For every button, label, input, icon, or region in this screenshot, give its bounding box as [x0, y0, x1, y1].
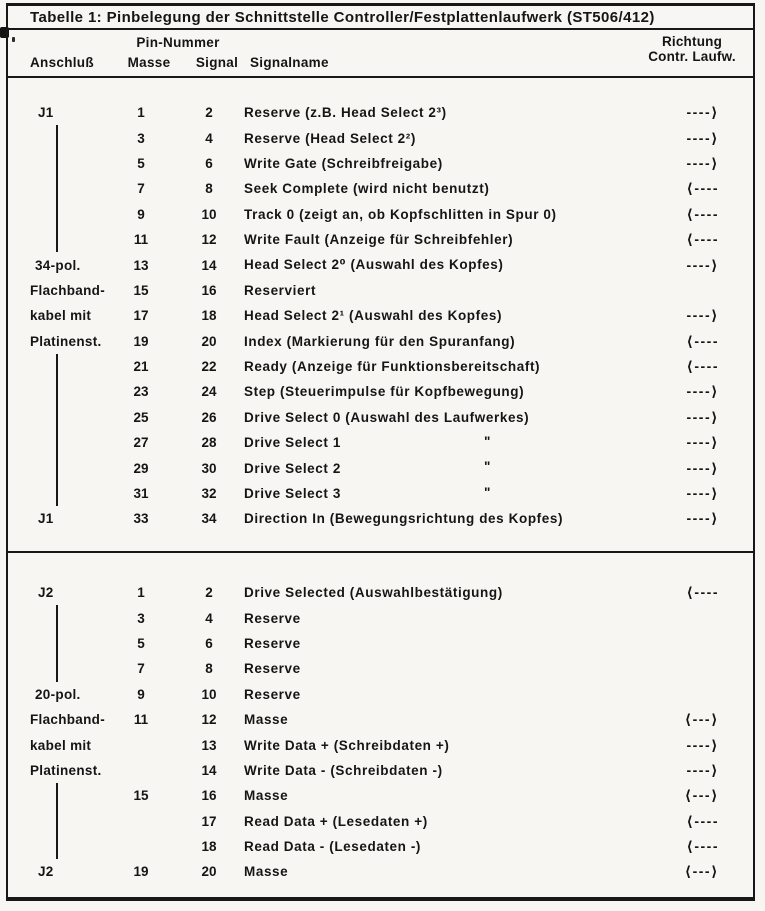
table-row	[8, 859, 753, 884]
direction-arrow: ⟨---⟩	[684, 711, 719, 728]
cell-masse-pin: 31	[133, 486, 149, 502]
direction-arrow	[659, 278, 719, 303]
signal-name: Drive Select 3	[244, 486, 341, 502]
connector-line	[56, 834, 58, 859]
column-header-signal: Signal	[195, 55, 239, 70]
signal-name: Step (Steuerimpulse für Kopfbewegung)	[244, 384, 525, 400]
cell-anschluss: J2	[38, 864, 54, 880]
cell-masse-pin	[108, 834, 174, 859]
cell-signalname	[244, 506, 659, 531]
cell-masse-pin: 11	[133, 232, 149, 248]
cell-anschluss	[30, 227, 108, 252]
column-header-anschluss: Anschluß	[30, 55, 94, 70]
connector-line	[56, 176, 58, 201]
cell-anschluss	[30, 405, 108, 430]
cell-anschluss	[30, 151, 108, 176]
signal-name: Reserviert	[244, 282, 317, 298]
connector-line	[56, 455, 58, 480]
ditto-mark: "	[484, 434, 491, 450]
cell-signal-pin: 14	[201, 257, 217, 273]
table-row	[8, 405, 753, 430]
table-row	[8, 354, 753, 379]
table-row	[8, 732, 753, 757]
cell-signal-pin: 6	[205, 155, 213, 171]
cell-signalname	[244, 809, 659, 834]
direction-arrow: ----⟩	[686, 307, 719, 324]
cell-anschluss: Flachband-	[30, 282, 106, 298]
connector-line	[56, 202, 58, 227]
cell-masse-pin: 3	[137, 610, 145, 626]
cell-anschluss	[30, 176, 108, 201]
cell-anschluss: Platinenst.	[30, 762, 102, 778]
table-row	[8, 303, 753, 328]
cell-signal-pin: 14	[201, 762, 217, 778]
cell-signal-pin: 2	[205, 105, 213, 121]
signal-name: Seek Complete (wird nicht benutzt)	[244, 181, 490, 197]
cell-signal-pin: 16	[201, 282, 217, 298]
table-row	[8, 252, 753, 277]
cell-anschluss	[30, 379, 108, 404]
signal-name: Reserve (z.B. Head Select 2³)	[244, 105, 447, 121]
table-row	[8, 506, 753, 531]
cell-signalname	[244, 151, 659, 176]
table-row	[8, 125, 753, 150]
cell-signalname	[244, 430, 659, 455]
signal-name: Read Data - (Lesedaten -)	[244, 839, 422, 855]
cell-signal-pin: 6	[205, 635, 213, 651]
cell-signalname	[244, 783, 659, 808]
table-header	[8, 30, 753, 78]
cell-masse-pin: 17	[133, 308, 149, 324]
cell-signal-pin: 18	[201, 839, 217, 855]
connector-line	[56, 605, 58, 630]
signal-name: Reserve	[244, 635, 301, 651]
signal-name: Write Data + (Schreibdaten +)	[244, 737, 450, 753]
table-row	[8, 278, 753, 303]
table-row	[8, 455, 753, 480]
cell-masse-pin: 23	[133, 384, 149, 400]
direction-arrow: ⟨----	[686, 180, 719, 197]
direction-arrow: ----⟩	[686, 256, 719, 273]
signal-name: Drive Select 0 (Auswahl des Laufwerkes)	[244, 409, 530, 425]
cell-masse-pin: 11	[133, 712, 149, 728]
cell-signal-pin: 20	[201, 333, 217, 349]
cell-anschluss: 34-pol.	[35, 257, 81, 273]
cell-anschluss	[30, 783, 108, 808]
cell-signalname	[244, 176, 659, 201]
cell-anschluss	[30, 631, 108, 656]
signal-name: Direction In (Bewegungsrichtung des Kopfes)	[244, 511, 564, 527]
signal-name: Reserve (Head Select 2²)	[244, 130, 416, 146]
cell-masse-pin: 33	[133, 511, 149, 527]
direction-arrow: ⟨---⟩	[684, 787, 719, 804]
cell-signal-pin: 4	[205, 610, 213, 626]
direction-arrow: ----⟩	[686, 154, 719, 171]
cell-signal-pin: 10	[201, 206, 217, 222]
cell-signalname	[244, 202, 659, 227]
signal-name: Ready (Anzeige für Funktionsbereitschaft)	[244, 359, 541, 375]
cell-masse-pin	[108, 732, 174, 757]
direction-arrow: ----⟩	[686, 510, 719, 527]
cell-signalname	[244, 707, 659, 732]
cell-anschluss: kabel mit	[30, 737, 92, 753]
column-header-masse: Masse	[127, 55, 171, 70]
cell-signal-pin: 22	[201, 359, 217, 375]
direction-arrow	[659, 682, 719, 707]
direction-arrow: ⟨----	[686, 205, 719, 222]
column-header-pin-nummer: Pin-Nummer	[136, 35, 220, 50]
section-j2	[8, 553, 753, 894]
cell-signal-pin: 13	[201, 737, 217, 753]
cell-signalname	[244, 682, 659, 707]
signal-name: Index (Markierung für den Spuranfang)	[244, 333, 516, 349]
cell-masse-pin: 13	[133, 257, 149, 273]
cell-anschluss	[30, 481, 108, 506]
connector-line	[56, 405, 58, 430]
signal-name: Drive Select 1	[244, 435, 341, 451]
cell-anschluss	[30, 125, 108, 150]
cell-masse-pin: 7	[137, 181, 145, 197]
direction-arrow: ----⟩	[686, 408, 719, 425]
direction-arrow: ⟨----	[686, 231, 719, 248]
signal-name: Head Select 2⁰ (Auswahl des Kopfes)	[244, 257, 504, 273]
direction-arrow: ⟨----	[686, 584, 719, 601]
column-header-signalname: Signalname	[250, 55, 329, 70]
direction-arrow: ----⟩	[686, 129, 719, 146]
cell-anschluss: J2	[38, 585, 54, 601]
cell-anschluss: kabel mit	[30, 308, 92, 324]
table-row	[8, 834, 753, 859]
cell-masse-pin: 9	[137, 686, 145, 702]
cell-signalname	[244, 859, 659, 884]
signal-name: Reserve	[244, 661, 301, 677]
cell-masse-pin	[108, 809, 174, 834]
table-row	[8, 605, 753, 630]
table-row	[8, 329, 753, 354]
cell-signal-pin: 26	[201, 409, 217, 425]
table-row	[8, 481, 753, 506]
cell-signal-pin: 20	[201, 864, 217, 880]
cell-signal-pin: 10	[201, 686, 217, 702]
cell-signal-pin: 18	[201, 308, 217, 324]
cell-masse-pin: 5	[137, 155, 145, 171]
direction-arrow: ⟨----	[686, 812, 719, 829]
connector-line	[56, 354, 58, 379]
direction-arrow	[659, 631, 719, 656]
direction-arrow: ⟨---⟩	[684, 863, 719, 880]
table-row	[8, 100, 753, 125]
direction-arrow	[659, 605, 719, 630]
cell-anschluss: J1	[38, 105, 54, 121]
section-j1	[8, 78, 753, 551]
signal-name: Reserve	[244, 610, 301, 626]
cell-anschluss	[30, 430, 108, 455]
cell-signalname	[244, 834, 659, 859]
cell-anschluss	[30, 354, 108, 379]
connector-line	[56, 430, 58, 455]
signal-name: Write Gate (Schreibfreigabe)	[244, 155, 443, 171]
cell-masse-pin: 1	[137, 105, 145, 121]
connector-line	[56, 656, 58, 681]
cell-signalname	[244, 354, 659, 379]
cell-anschluss	[30, 455, 108, 480]
table-row	[8, 227, 753, 252]
direction-arrow: ----⟩	[686, 459, 719, 476]
cell-signalname	[244, 379, 659, 404]
signal-name: Read Data + (Lesedaten +)	[244, 813, 428, 829]
cell-signalname	[244, 481, 659, 506]
cell-signalname	[244, 732, 659, 757]
cell-signalname	[244, 656, 659, 681]
cell-masse-pin: 29	[133, 460, 149, 476]
cell-signal-pin: 2	[205, 585, 213, 601]
richtung-header-line2: Contr. Laufw.	[648, 49, 736, 64]
connector-line	[56, 809, 58, 834]
table-row	[8, 707, 753, 732]
cell-signal-pin: 30	[201, 460, 217, 476]
direction-arrow: ----⟩	[686, 485, 719, 502]
direction-arrow: ----⟩	[686, 434, 719, 451]
cell-masse-pin: 21	[133, 359, 149, 375]
connector-line	[56, 783, 58, 808]
table-row	[8, 151, 753, 176]
cell-signal-pin: 34	[201, 511, 217, 527]
cell-signal-pin: 24	[201, 384, 217, 400]
pin-table	[6, 3, 755, 901]
cell-anschluss: Platinenst.	[30, 333, 102, 349]
direction-arrow: ⟨----	[686, 332, 719, 349]
direction-arrow	[659, 656, 719, 681]
signal-name: Masse	[244, 788, 289, 804]
table-title-bar	[8, 6, 753, 30]
signal-name: Write Fault (Anzeige für Schreibfehler)	[244, 232, 514, 248]
cell-anschluss	[30, 202, 108, 227]
cell-signal-pin: 28	[201, 435, 217, 451]
connector-line	[56, 151, 58, 176]
column-header-richtung	[637, 34, 747, 64]
cell-signal-pin: 8	[205, 181, 213, 197]
cell-signalname	[244, 405, 659, 430]
cell-anschluss: 20-pol.	[35, 686, 81, 702]
direction-arrow: ⟨----	[686, 838, 719, 855]
cell-signalname	[244, 125, 659, 150]
cell-signal-pin: 17	[201, 813, 217, 829]
cell-masse-pin: 25	[133, 409, 149, 425]
table-row	[8, 202, 753, 227]
table-row	[8, 631, 753, 656]
cell-anschluss	[30, 809, 108, 834]
table-row	[8, 430, 753, 455]
direction-arrow: ⟨----	[686, 358, 719, 375]
signal-name: Track 0 (zeigt an, ob Kopfschlitten in Spur 0)	[244, 206, 557, 222]
cell-masse-pin: 3	[137, 130, 145, 146]
signal-name: Write Data - (Schreibdaten -)	[244, 762, 443, 778]
signal-name: Head Select 2¹ (Auswahl des Kopfes)	[244, 308, 503, 324]
cell-signalname	[244, 329, 659, 354]
direction-arrow: ----⟩	[686, 104, 719, 121]
cell-masse-pin: 5	[137, 635, 145, 651]
connector-line	[56, 481, 58, 506]
cell-signalname	[244, 580, 659, 605]
cell-masse-pin: 15	[133, 282, 149, 298]
table-row	[8, 379, 753, 404]
cell-anschluss	[30, 605, 108, 630]
cell-masse-pin: 19	[133, 333, 149, 349]
cell-signalname	[244, 278, 659, 303]
richtung-header-line1: Richtung	[661, 34, 723, 49]
cell-signal-pin: 4	[205, 130, 213, 146]
cell-anschluss	[30, 834, 108, 859]
cell-masse-pin: 15	[133, 788, 149, 804]
direction-arrow: ----⟩	[686, 383, 719, 400]
ditto-mark: "	[484, 459, 491, 475]
cell-anschluss: J1	[38, 511, 54, 527]
cell-masse-pin: 7	[137, 661, 145, 677]
direction-arrow: ----⟩	[686, 736, 719, 753]
connector-line	[56, 125, 58, 150]
table-row	[8, 809, 753, 834]
cell-masse-pin: 1	[137, 585, 145, 601]
cell-signalname	[244, 303, 659, 328]
direction-arrow: ----⟩	[686, 761, 719, 778]
cell-signal-pin: 12	[201, 712, 217, 728]
cell-signalname	[244, 252, 659, 277]
table-row	[8, 580, 753, 605]
cell-signalname	[244, 605, 659, 630]
cell-signalname	[244, 455, 659, 480]
cell-signalname	[244, 631, 659, 656]
cell-masse-pin	[108, 758, 174, 783]
signal-name: Masse	[244, 712, 289, 728]
table-row	[8, 783, 753, 808]
cell-anschluss: Flachband-	[30, 712, 106, 728]
table-row	[8, 758, 753, 783]
signal-name: Drive Selected (Auswahlbestätigung)	[244, 585, 503, 601]
table-title: Tabelle 1: Pinbelegung der Schnittstelle Controller/Festplattenlaufwerk (ST506/412)	[30, 8, 655, 26]
signal-name: Reserve	[244, 686, 301, 702]
signal-name: Masse	[244, 864, 289, 880]
connector-line	[56, 379, 58, 404]
connector-line	[56, 631, 58, 656]
cell-signal-pin: 32	[201, 486, 217, 502]
cell-anschluss	[30, 656, 108, 681]
cell-signalname	[244, 100, 659, 125]
cell-signalname	[244, 227, 659, 252]
table-row	[8, 656, 753, 681]
table-row	[8, 176, 753, 201]
signal-name: Drive Select 2	[244, 460, 341, 476]
cell-signalname	[244, 758, 659, 783]
cell-masse-pin: 19	[133, 864, 149, 880]
table-row	[8, 682, 753, 707]
cell-signal-pin: 16	[201, 788, 217, 804]
connector-line	[56, 227, 58, 252]
cell-masse-pin: 27	[133, 435, 149, 451]
cell-signal-pin: 8	[205, 661, 213, 677]
cell-masse-pin: 9	[137, 206, 145, 222]
cell-signal-pin: 12	[201, 232, 217, 248]
ditto-mark: "	[484, 484, 491, 500]
